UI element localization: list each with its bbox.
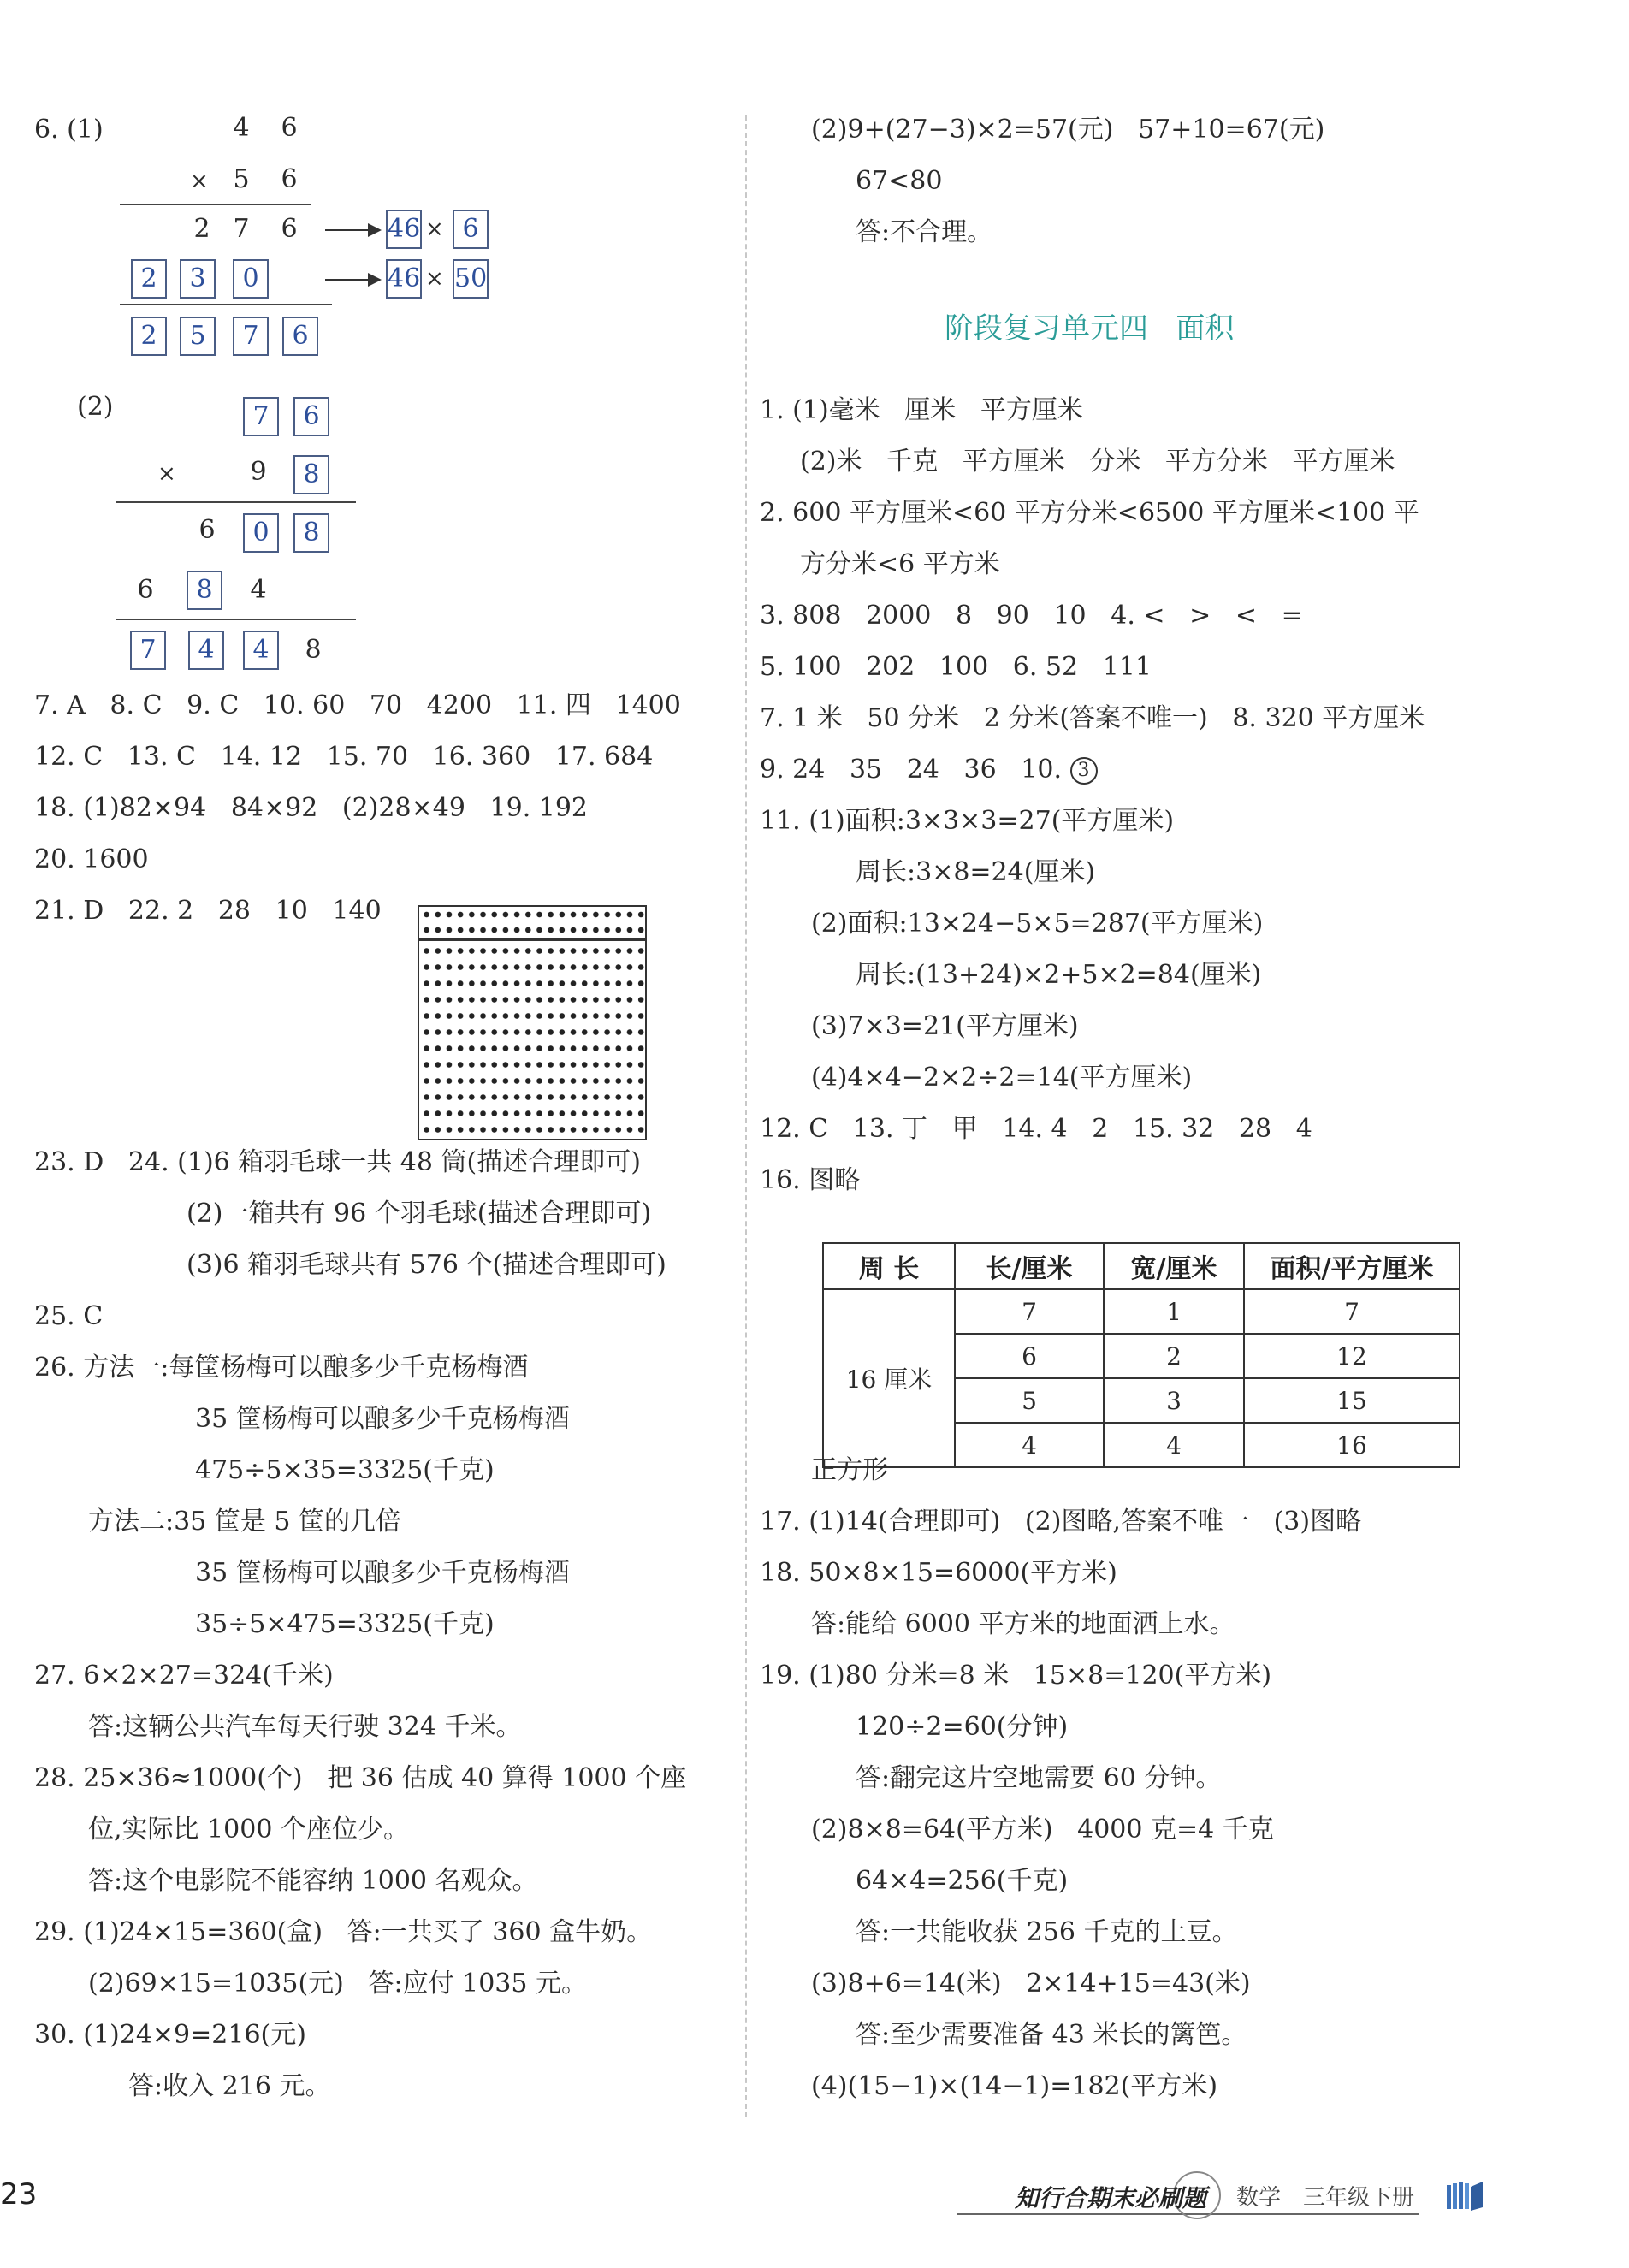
table-cell: 1 bbox=[1104, 1289, 1244, 1334]
answer-box: 0 bbox=[233, 259, 269, 299]
answer-box: 46 bbox=[386, 259, 422, 299]
answer-line: 64×4=256(千克) bbox=[856, 1866, 1069, 1896]
answer-line: 67<80 bbox=[856, 166, 943, 196]
answer-line: 3. 808 2000 8 90 10 4. < > < = bbox=[760, 601, 1303, 631]
answer-box: 4 bbox=[243, 631, 279, 670]
answer-box: 2 bbox=[131, 259, 167, 299]
subject-label: 数学 bbox=[1236, 2185, 1282, 2211]
answer-box: 50 bbox=[453, 259, 489, 299]
m2-rule bbox=[116, 619, 356, 620]
m2-rule bbox=[116, 501, 356, 503]
table-cell: 7 bbox=[1244, 1289, 1460, 1334]
answer-line: 答:翻完这片空地需要 60 分钟。 bbox=[856, 1763, 1222, 1793]
table-row bbox=[823, 1289, 1460, 1334]
answer-line: (3)6 箱羽毛球共有 576 个(描述合理即可) bbox=[187, 1250, 666, 1280]
m1-rule bbox=[120, 304, 332, 305]
q6-label: 6. (1) bbox=[34, 115, 104, 145]
brand-name: 知行合期末必刷题 bbox=[1015, 2184, 1207, 2212]
answer-line: 30. (1)24×9=216(元) bbox=[34, 2020, 306, 2050]
answer-line: 18. 50×8×15=6000(平方米) bbox=[760, 1558, 1117, 1588]
m1-times: × bbox=[190, 169, 209, 194]
answer-box: 7 bbox=[243, 397, 279, 436]
table-header: 面积/平方厘米 bbox=[1244, 1243, 1460, 1289]
m1-partial: 7 bbox=[233, 214, 250, 244]
table-cell: 3 bbox=[1104, 1378, 1244, 1423]
answer-line: 答:至少需要准备 43 米长的篱笆。 bbox=[856, 2020, 1247, 2050]
answer-line: 17. (1)14(合理即可) (2)图略,答案不唯一 (3)图略 bbox=[760, 1507, 1362, 1537]
answer-line: 120÷2=60(分钟) bbox=[856, 1712, 1069, 1742]
table-cell: 2 bbox=[1104, 1334, 1244, 1378]
answer-line: (2)面积:13×24−5×5=287(平方厘米) bbox=[811, 909, 1264, 939]
answer-box: 7 bbox=[233, 317, 269, 356]
dot-array-figure bbox=[418, 905, 647, 1140]
page-number: 23 bbox=[0, 2177, 38, 2212]
answer-line: (2)一箱共有 96 个羽毛球(描述合理即可) bbox=[187, 1199, 652, 1229]
table-cell: 7 bbox=[955, 1289, 1104, 1334]
answer-text: 9. 24 35 24 36 10. bbox=[760, 755, 1062, 785]
answer-line: 7. 1 米 50 分米 2 分米(答案不唯一) 8. 320 平方厘米 bbox=[760, 703, 1425, 733]
answer-line: 16. 图略 bbox=[760, 1165, 861, 1195]
q6-2-label: (2) bbox=[77, 392, 114, 422]
answer-line: 35 筐杨梅可以酿多少千克杨梅酒 bbox=[195, 1558, 570, 1588]
answer-line: 12. C 13. 丁 甲 14. 4 2 15. 32 28 4 bbox=[760, 1114, 1312, 1144]
answer-line: 答:这辆公共汽车每天行驶 324 千米。 bbox=[88, 1712, 522, 1742]
circled-number: 3 bbox=[1070, 757, 1098, 785]
table-cell: 6 bbox=[955, 1334, 1104, 1378]
answer-box: 4 bbox=[188, 631, 224, 670]
answer-line: 答:这个电影院不能容纳 1000 名观众。 bbox=[88, 1866, 538, 1896]
times-sign: × bbox=[425, 266, 444, 292]
m2-digit: 6 bbox=[198, 515, 216, 545]
m2-digit: 8 bbox=[305, 635, 322, 665]
table-cell: 15 bbox=[1244, 1378, 1460, 1423]
answer-line: 5. 100 202 100 6. 52 111 bbox=[760, 652, 1152, 682]
table-cell: 16 bbox=[1244, 1423, 1460, 1467]
table-header: 宽/厘米 bbox=[1104, 1243, 1244, 1289]
answer-line: (2)9+(27−3)×2=57(元) 57+10=67(元) bbox=[811, 115, 1325, 145]
answer-line: 答:一共能收获 256 千克的土豆。 bbox=[856, 1917, 1238, 1947]
answer-line: (3)8+6=14(米) 2×14+15=43(米) bbox=[811, 1969, 1251, 1999]
answer-line: 19. (1)80 分米=8 米 15×8=120(平方米) bbox=[760, 1661, 1272, 1691]
rectangle-table bbox=[822, 1242, 1460, 1468]
answer-line: (2)米 千克 平方厘米 分米 平方分米 平方厘米 bbox=[800, 447, 1395, 477]
answer-line: 位,实际比 1000 个座位少。 bbox=[88, 1815, 409, 1845]
answer-line: 正方形 bbox=[811, 1455, 888, 1485]
answer-line: 11. (1)面积:3×3×3=27(平方厘米) bbox=[760, 806, 1175, 836]
answer-box: 8 bbox=[293, 455, 329, 494]
m2-digit: 9 bbox=[250, 457, 267, 487]
answer-line: 18. (1)82×94 84×92 (2)28×49 19. 192 bbox=[34, 793, 589, 823]
answer-line: 28. 25×36≈1000(个) 把 36 估成 40 算得 1000 个座 bbox=[34, 1763, 687, 1793]
section-title: 阶段复习单元四 面积 bbox=[945, 311, 1235, 346]
answer-line: 20. 1600 bbox=[34, 844, 149, 874]
m1-digit: 4 bbox=[233, 113, 250, 143]
table-cell: 4 bbox=[955, 1423, 1104, 1467]
m1-digit: 6 bbox=[281, 113, 298, 143]
answer-box: 2 bbox=[131, 317, 167, 356]
table-header-row bbox=[823, 1243, 1460, 1289]
answer-line: (4)4×4−2×2÷2=14(平方厘米) bbox=[811, 1063, 1193, 1093]
answer-box: 46 bbox=[386, 210, 422, 249]
answer-line: 1. (1)毫米 厘米 平方厘米 bbox=[760, 395, 1083, 425]
answer-box: 8 bbox=[187, 571, 222, 610]
answer-line bbox=[760, 753, 1098, 787]
answer-line: 12. C 13. C 14. 12 15. 70 16. 360 17. 684 bbox=[34, 742, 654, 772]
answer-box: 7 bbox=[130, 631, 166, 670]
arrow-right-icon bbox=[325, 229, 380, 231]
m1-partial: 6 bbox=[281, 214, 298, 244]
answer-box: 6 bbox=[282, 317, 318, 356]
table-header: 长/厘米 bbox=[955, 1243, 1104, 1289]
answer-box: 6 bbox=[453, 210, 489, 249]
answer-line: 周长:3×8=24(厘米) bbox=[856, 857, 1096, 887]
answer-line: (2)8×8=64(平方米) 4000 克=4 千克 bbox=[811, 1815, 1274, 1845]
answer-line: 25. C bbox=[34, 1301, 104, 1331]
m2-digit: 4 bbox=[250, 575, 267, 605]
answer-line: 35÷5×475=3325(千克) bbox=[195, 1609, 495, 1639]
m2-times: × bbox=[157, 461, 176, 487]
answer-line: (2)69×15=1035(元) 答:应付 1035 元。 bbox=[88, 1969, 588, 1999]
answer-line: 29. (1)24×15=360(盒) 答:一共买了 360 盒牛奶。 bbox=[34, 1917, 653, 1947]
answer-box: 6 bbox=[293, 397, 329, 436]
arrow-right-icon bbox=[325, 279, 380, 281]
m2-digit: 6 bbox=[137, 575, 154, 605]
answer-line: 方分米<6 平方米 bbox=[800, 549, 1000, 579]
answer-line: 方法二:35 筐是 5 筐的几倍 bbox=[88, 1507, 401, 1537]
column-divider bbox=[745, 115, 747, 2117]
m1-rule bbox=[120, 204, 311, 205]
answer-box: 3 bbox=[180, 259, 216, 299]
answer-box: 0 bbox=[243, 513, 279, 553]
answer-line: 答:收入 216 元。 bbox=[128, 2071, 331, 2101]
answer-line: 2. 600 平方厘米<60 平方分米<6500 平方厘米<100 平 bbox=[760, 498, 1419, 528]
answer-box: 8 bbox=[293, 513, 329, 553]
answer-line: (4)(15−1)×(14−1)=182(平方米) bbox=[811, 2071, 1218, 2101]
answer-line: 周长:(13+24)×2+5×2=84(厘米) bbox=[856, 960, 1262, 990]
answer-line: 23. D 24. (1)6 箱羽毛球一共 48 筒(描述合理即可) bbox=[34, 1147, 641, 1177]
table-cell-perimeter: 16 厘米 bbox=[823, 1289, 955, 1467]
answer-line: 答:不合理。 bbox=[856, 217, 993, 247]
m1-digit: 6 bbox=[281, 164, 298, 194]
answer-box: 5 bbox=[180, 317, 216, 356]
answer-line: 答:能给 6000 平方米的地面洒上水。 bbox=[811, 1609, 1235, 1639]
times-sign: × bbox=[425, 216, 444, 242]
book-stack-icon bbox=[1445, 2178, 1484, 2212]
table-cell: 5 bbox=[955, 1378, 1104, 1423]
table-header: 周 长 bbox=[823, 1243, 955, 1289]
answer-line: 475÷5×35=3325(千克) bbox=[195, 1455, 495, 1485]
answer-line: 26. 方法一:每筐杨梅可以酿多少千克杨梅酒 bbox=[34, 1353, 529, 1383]
m1-partial: 2 bbox=[193, 214, 210, 244]
grade-label: 三年级下册 bbox=[1303, 2185, 1415, 2211]
answer-line: 21. D 22. 2 28 10 140 bbox=[34, 896, 382, 926]
answer-line: 27. 6×2×27=324(千米) bbox=[34, 1661, 334, 1691]
answer-line: (3)7×3=21(平方厘米) bbox=[811, 1011, 1079, 1041]
table-cell: 4 bbox=[1104, 1423, 1244, 1467]
answer-line: 35 筐杨梅可以酿多少千克杨梅酒 bbox=[195, 1404, 570, 1434]
footer bbox=[957, 2171, 1513, 2223]
m1-digit: 5 bbox=[233, 164, 250, 194]
table-cell: 12 bbox=[1244, 1334, 1460, 1378]
answer-line: 7. A 8. C 9. C 10. 60 70 4200 11. 四 1400 bbox=[34, 690, 681, 720]
